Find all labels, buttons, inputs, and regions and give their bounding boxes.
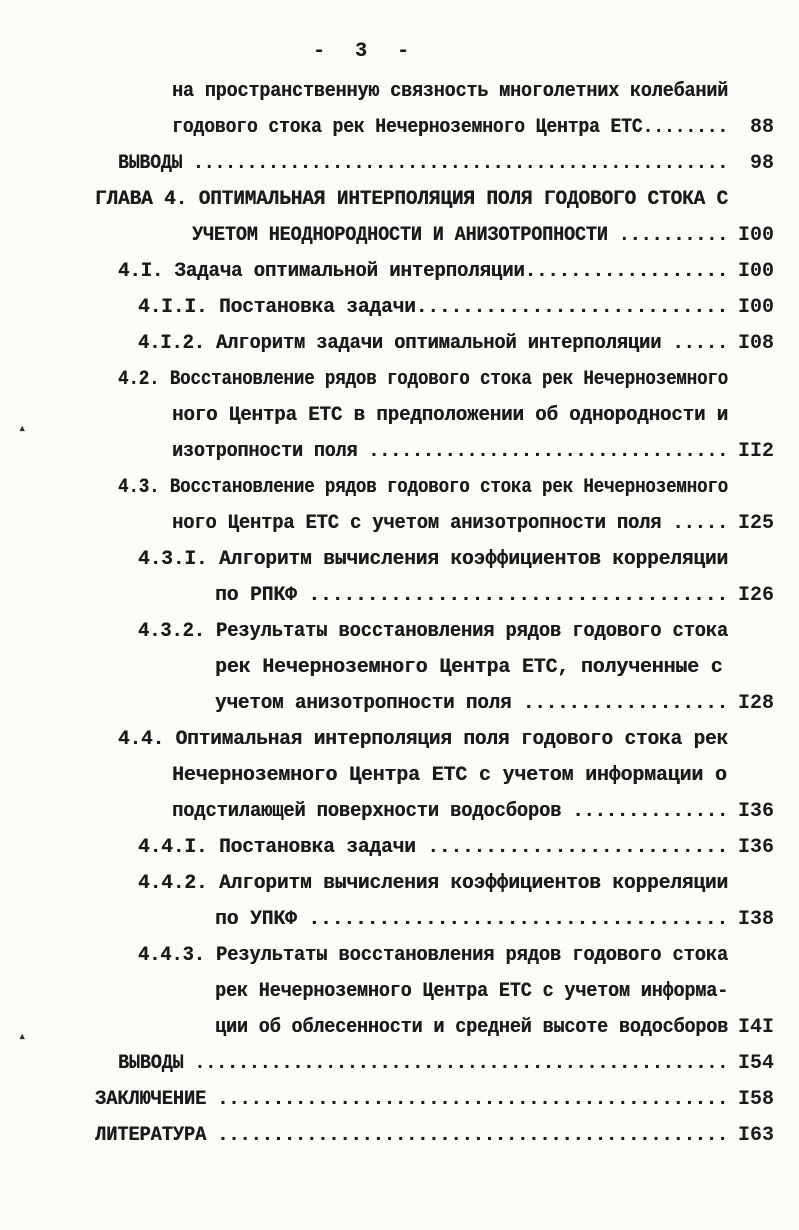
toc-line: ного Центра ЕТС с учетом анизотропности поля ..... (172, 512, 728, 535)
toc-line: на пространственную связность многолетних колебаний (172, 80, 728, 103)
toc-line: УЧЕТОМ НЕОДНОРОДНОСТИ И АНИЗОТРОПНОСТИ .......... (192, 224, 728, 247)
toc-line: ЗАКЛЮЧЕНИЕ .............................................. (95, 1088, 728, 1111)
toc-line: годового стока рек Нечерноземного Центра ЕТС........ (172, 116, 728, 139)
toc-line: 4.4. Оптимальная интерполяция поля годового стока рек (118, 728, 728, 751)
toc-page: 88 (749, 116, 774, 139)
toc-page: I58 (737, 1088, 774, 1111)
toc-line: рек Нечерноземного Центра ЕТС с учетом информа- (215, 980, 728, 1003)
toc-line: 4.3. Восстановление рядов годового стока рек Нечерноземного (118, 476, 728, 499)
toc-page: I54 (737, 1052, 774, 1075)
toc-line: ного Центра ЕТС в предположении об однородности и (172, 404, 728, 427)
toc-line: 4.I.I. Постановка задачи........................... (138, 296, 728, 319)
toc-page: I00 (737, 224, 774, 247)
toc-page: I4I (737, 1016, 774, 1039)
toc-line: ЛИТЕРАТУРА .............................................. (95, 1124, 728, 1147)
scan-speck: ▴ (18, 421, 27, 437)
toc-line: ции об облесенности и средней высоте водосборов (215, 1016, 728, 1039)
toc-line: 4.I.2. Алгоритм задачи оптимальной интерполяции ..... (138, 332, 728, 355)
toc-line: учетом анизотропности поля .................. (215, 692, 728, 715)
page-number: - 3 - (313, 40, 412, 63)
toc-line: 4.4.3. Результаты восстановления рядов годового стока (138, 944, 728, 967)
toc-page: I38 (737, 908, 774, 931)
toc-page: 98 (749, 152, 774, 175)
toc-page: I26 (737, 584, 774, 607)
toc-line: 4.3.2. Результаты восстановления рядов годового стока (138, 620, 728, 643)
toc-page: I63 (737, 1124, 774, 1147)
toc-page: I28 (737, 692, 774, 715)
toc-line: 4.4.I. Постановка задачи .......................... (138, 836, 728, 859)
toc-line: 4.I. Задача оптимальной интерполяции.................. (118, 260, 728, 283)
toc-line: ГЛАВА 4. ОПТИМАЛЬНАЯ ИНТЕРПОЛЯЦИЯ ПОЛЯ ГОДОВОГО СТОКА С (95, 188, 728, 211)
toc-line: 4.2. Восстановление рядов годового стока рек Нечерноземного (118, 368, 728, 391)
toc-page: I00 (737, 296, 774, 319)
toc-page: I36 (737, 800, 774, 823)
toc-line: рек Нечерноземного Центра ЕТС, полученные с (215, 656, 723, 679)
scan-speck: ▴ (18, 1029, 27, 1045)
toc-line: 4.4.2. Алгоритм вычисления коэффициентов корреляции (138, 872, 728, 895)
toc-line: изотропности поля ................................. (172, 440, 728, 463)
toc-page: I08 (737, 332, 774, 355)
toc-line: ВЫВОДЫ ................................................. (118, 1052, 728, 1075)
toc-page: I00 (737, 260, 774, 283)
toc-line: Нечерноземного Центра ЕТС с учетом информации о (172, 764, 727, 787)
toc-line: по УПКФ .................................... (215, 908, 728, 931)
toc-line: подстилающей поверхности водосборов .............. (172, 800, 728, 823)
toc-line: по РПКФ .................................... (215, 584, 728, 607)
toc-line: ВЫВОДЫ .................................................. (118, 152, 728, 175)
toc-page: II2 (737, 440, 774, 463)
toc-page: I25 (737, 512, 774, 535)
toc-line: 4.3.I. Алгоритм вычисления коэффициентов корреляции (138, 548, 728, 571)
toc-page: I36 (737, 836, 774, 859)
